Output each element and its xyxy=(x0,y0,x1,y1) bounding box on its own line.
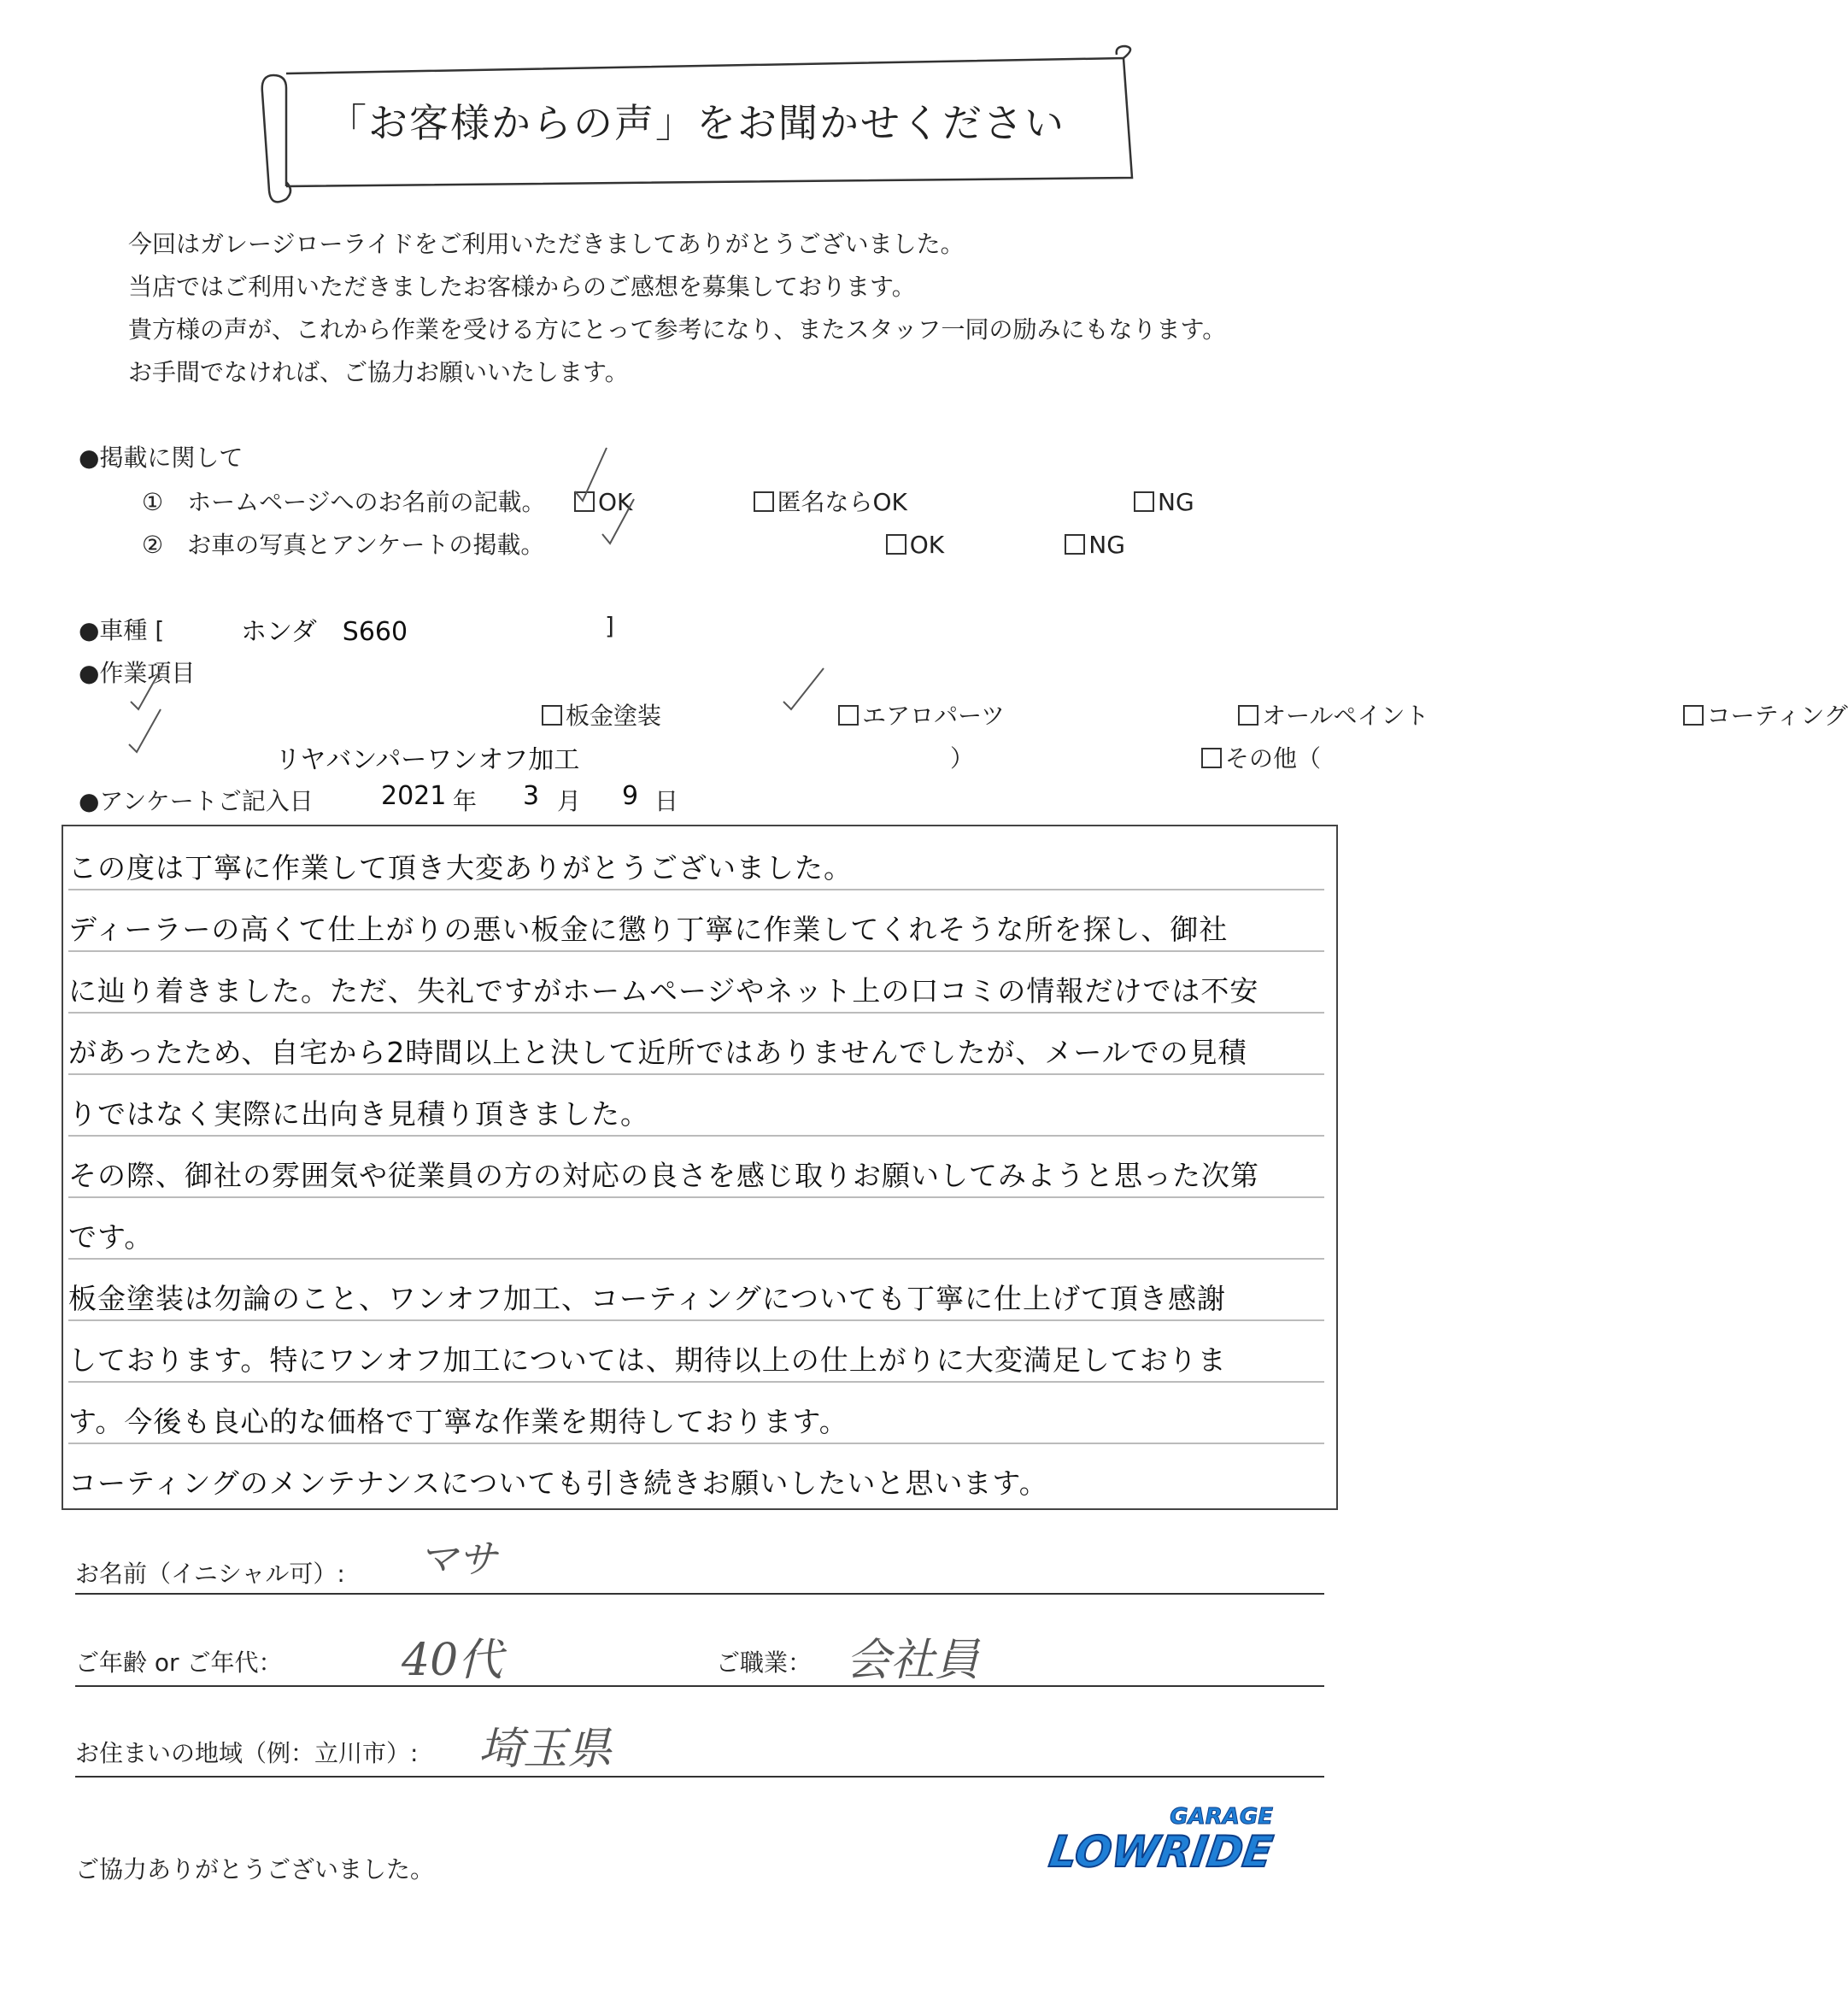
comment-line-3: に辿り着きました。ただ、失礼ですがホームページやネット上の口コミの情報だけでは不安 xyxy=(68,974,1259,1008)
garage-lowride-logo xyxy=(1046,1795,1280,1880)
comment-rule xyxy=(68,1073,1324,1075)
intro-line-1: 今回はガレージローライドをご利用いただきましてありがとうございました。 xyxy=(128,230,965,258)
area-underline xyxy=(75,1776,1324,1778)
comment-line-8: 板金塗装は勿論のこと、ワンオフ加工、コーティングについても丁寧に仕上げて頂き感謝 xyxy=(68,1282,1227,1315)
comment-rule xyxy=(68,950,1324,952)
work-option-coating[interactable]: コーティング xyxy=(1683,697,1848,732)
checkbox xyxy=(1238,705,1258,726)
q2-option-ng[interactable]: NG xyxy=(1065,531,1125,559)
checkmark-icon xyxy=(779,663,830,714)
date-year-unit: 年 xyxy=(453,787,478,815)
comment-rule xyxy=(68,1381,1324,1383)
date-month-unit: 月 xyxy=(557,787,582,815)
area-value: 埼玉県 xyxy=(478,1724,613,1775)
q2-option-ok[interactable]: OK xyxy=(886,531,944,559)
banner-title: 「お客様からの声」をお聞かせください xyxy=(327,100,1065,146)
comment-line-6: その際、御社の雰囲気や従業員の方の対応の良さを感じ取りお願いしてみようと思った次第 xyxy=(68,1159,1259,1192)
checkbox xyxy=(1065,534,1085,555)
checkbox xyxy=(754,491,774,512)
comment-line-4: があったため、自宅から2時間以上と決して近所ではありませんでしたが、メールでの見積 xyxy=(68,1036,1247,1069)
car-label: ●車種 [ xyxy=(79,616,165,644)
q1-option-anonymous[interactable]: 匿名ならOK xyxy=(754,484,907,518)
thanks-text: ご協力ありがとうございました。 xyxy=(75,1855,435,1883)
checkbox xyxy=(1683,705,1704,726)
comment-line-9: しております。特にワンオフ加工については、期待以上の仕上がりに大変満足しておりま xyxy=(68,1343,1227,1377)
comment-rule xyxy=(68,889,1324,890)
job-value: 会社員 xyxy=(846,1635,980,1686)
q1-option-ng[interactable]: NG xyxy=(1134,488,1194,516)
checkmark-icon xyxy=(125,706,167,757)
work-option-bodywork[interactable]: 板金塗装 xyxy=(542,697,661,732)
checkbox xyxy=(542,705,562,726)
date-day: 9 xyxy=(622,781,639,811)
comment-line-10: す。今後も良心的な価格で丁寧な作業を期待しております。 xyxy=(68,1405,848,1438)
comment-line-5: りではなく実際に出向き見積り頂きました。 xyxy=(68,1097,649,1131)
publication-heading: ●掲載に関して xyxy=(79,444,243,472)
name-label: お名前（イニシャル可）: xyxy=(75,1560,345,1588)
work-option-aero[interactable]: エアロパーツ xyxy=(838,697,1005,732)
logo-top-text: GARAGE xyxy=(1170,1804,1273,1830)
comment-line-1: この度は丁寧に作業して頂き大変ありがとうございました。 xyxy=(68,851,853,884)
age-job-underline xyxy=(75,1685,1324,1687)
comment-rule xyxy=(68,1135,1324,1137)
comment-line-11: コーティングのメンテナンスについても引き続きお願いしたいと思います。 xyxy=(68,1466,1048,1500)
area-label: お住まいの地域（例：立川市）: xyxy=(75,1739,419,1767)
age-label: ご年齢 or ご年代： xyxy=(75,1648,283,1677)
checkbox xyxy=(1134,491,1154,512)
logo-main-text: LOWRIDE xyxy=(1046,1826,1276,1877)
comment-rule xyxy=(68,1258,1324,1260)
date-year: 2021 xyxy=(381,781,447,811)
checkbox xyxy=(574,491,595,512)
name-underline xyxy=(75,1593,1324,1595)
date-label: ●アンケートご記入日 xyxy=(79,787,314,815)
intro-line-4: お手間でなければ、ご協力お願いいたします。 xyxy=(128,358,629,386)
q2-label: ② お車の写真とアンケートの掲載。 xyxy=(142,531,545,559)
comment-rule xyxy=(68,1196,1324,1198)
checkbox xyxy=(838,705,859,726)
job-label: ご職業： xyxy=(716,1648,813,1677)
work-option-other[interactable]: その他（ xyxy=(1201,740,1321,774)
comment-line-2: ディーラーの高くて仕上がりの悪い板金に懲り丁寧に作業してくれそうな所を探し、御社 xyxy=(68,913,1229,946)
work-heading: ●作業項目 xyxy=(79,659,196,687)
work-other-close: ） xyxy=(950,744,975,773)
q1-option-ok[interactable]: OK xyxy=(574,488,632,516)
name-value: マサ xyxy=(419,1536,497,1582)
comment-rule xyxy=(68,1012,1324,1014)
comment-rule xyxy=(68,1319,1324,1321)
checkbox xyxy=(886,534,906,555)
comment-line-7: です。 xyxy=(68,1220,154,1254)
date-month: 3 xyxy=(523,781,540,811)
q1-label: ① ホームページへのお名前の記載。 xyxy=(142,488,546,516)
comment-rule xyxy=(68,1443,1324,1444)
date-day-unit: 日 xyxy=(654,787,679,815)
work-other-value: リヤバンパーワンオフ加工 xyxy=(275,745,580,775)
car-close: ] xyxy=(605,612,614,640)
work-option-allpaint[interactable]: オールペイント xyxy=(1238,697,1429,732)
age-value: 40代 xyxy=(402,1635,503,1686)
intro-line-2: 当店ではご利用いただきましたお客様からのご感想を募集しております。 xyxy=(128,273,916,301)
intro-line-3: 貴方様の声が、これから作業を受ける方にとって参考になり、またスタッフ一同の励みにもなります。 xyxy=(128,315,1227,344)
car-value: ホンダ S660 xyxy=(241,617,408,647)
checkbox xyxy=(1201,748,1222,768)
